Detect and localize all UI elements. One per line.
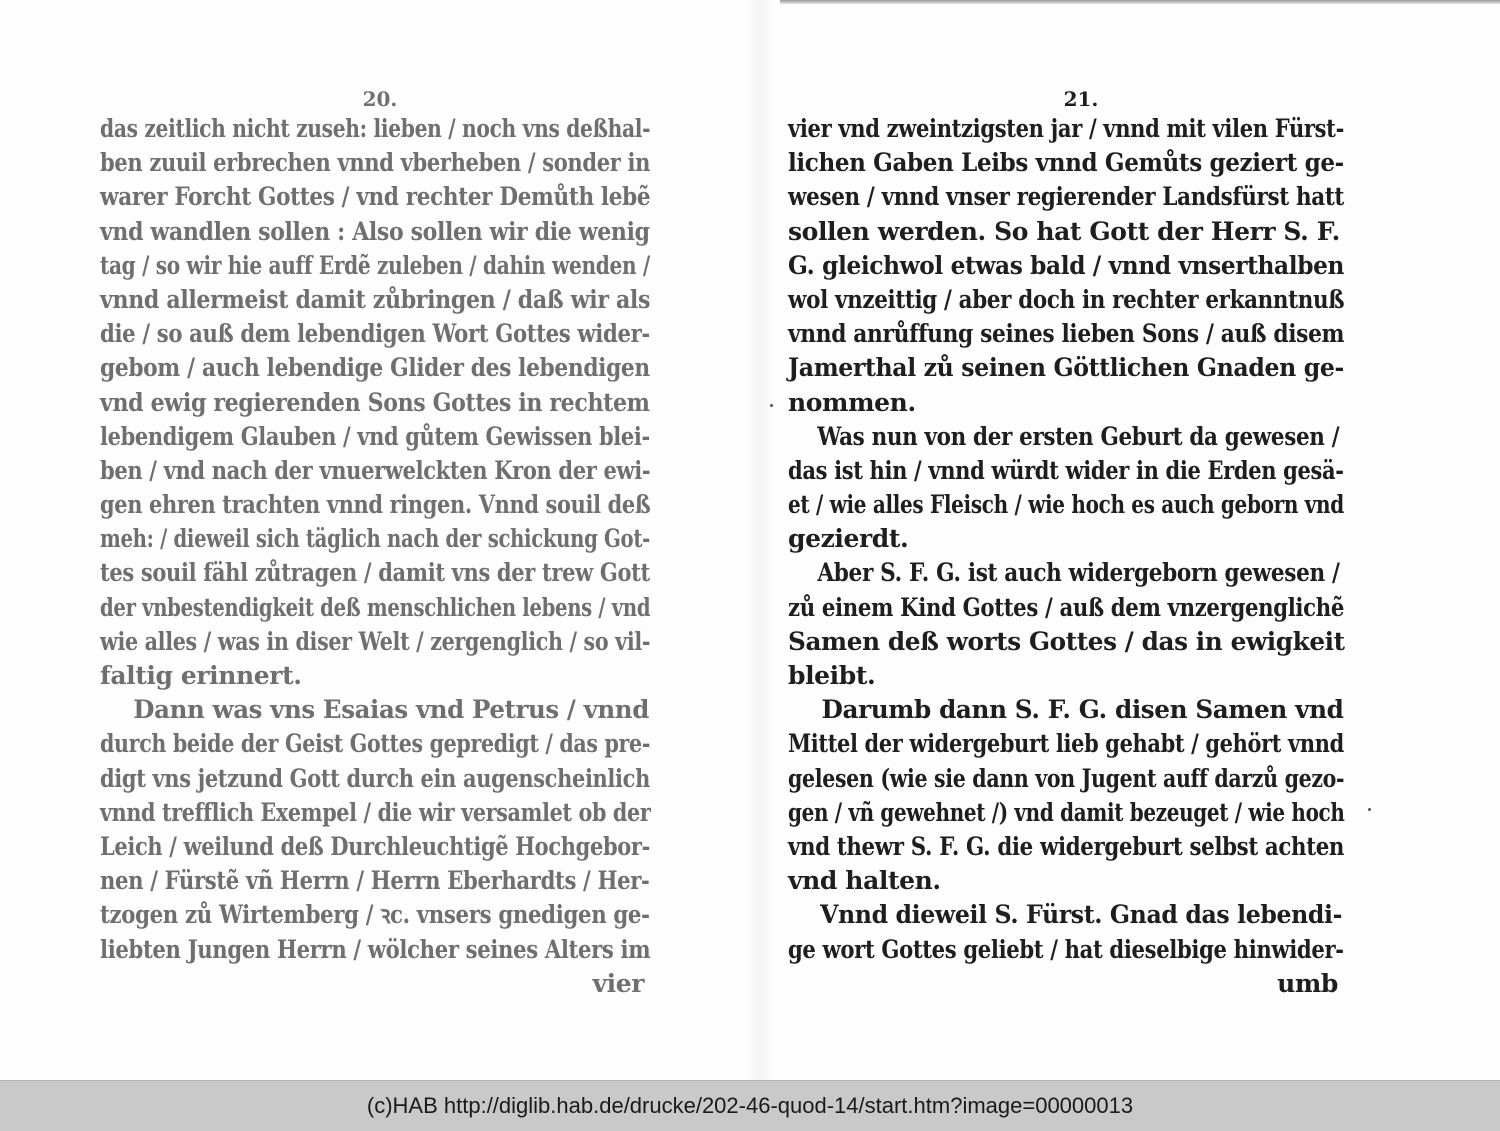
footer-url-text: (c)HAB http://diglib.hab.de/drucke/202-46-quod-14/start.htm?image=00000013 — [366, 1093, 1134, 1118]
text-line: der vnbestendigkeit deß menschlichen lebens / vnd — [100, 592, 651, 622]
text-line: das zeitlich nicht zuseh: lieben / noch vns deßhal- — [100, 114, 651, 143]
text-line: vnd ewig regierenden Sons Gottes in rechtem — [100, 387, 650, 417]
text-line: bleibt. — [788, 661, 876, 690]
catchword: umb — [1277, 968, 1338, 998]
text-line: warer Forcht Gottes / vnd rechter Demůth lebẽ — [100, 182, 651, 212]
text-line: tes souil fähl zůtragen / damit vns der trew Gott — [100, 558, 650, 588]
text-line: lebendigem Glauben / vnd gůtem Gewissen blei- — [100, 421, 650, 451]
text-line: ben / vnd nach der vnuerwelckten Kron der ewi- — [100, 455, 651, 485]
text-line: ge wort Gottes geliebt / hat dieselbige hinwider- — [788, 934, 1344, 964]
text-line: wesen / vnnd vnser regierender Landsfürst hatt — [788, 182, 1344, 212]
text-line: vnnd allermeist damit zůbringen / daß wir als — [100, 284, 651, 314]
book-gutter — [745, 0, 775, 1080]
text-line: vnd wandlen sollen : Also sollen wir die wenig — [100, 216, 650, 246]
text-line: sollen werden. So hat Gott der Herr S. F. — [788, 216, 1340, 246]
text-line: G. gleichwol etwas bald / vnnd vnserthalben — [788, 250, 1345, 280]
text-line: tag / so wir hie auff Erdẽ zuleben / dahin wenden / — [100, 250, 650, 280]
text-line: ben zuuil erbrechen vnnd vberheben / sonder in — [100, 148, 651, 178]
text-line: das ist hin / vnnd würdt wider in die Erden gesä- — [788, 455, 1344, 485]
text-line: Dann was vns Esaias vnd Petrus / vnnd — [133, 695, 649, 725]
text-line: Jamerthal zů seinen Göttlichen Gnaden ge- — [788, 353, 1344, 383]
text-line: meh: / dieweil sich täglich nach der schickung Got- — [100, 524, 650, 554]
text-line: die / so auß dem lebendigen Wort Gottes wider- — [100, 319, 650, 349]
text-line: vier vnd zweintzigsten jar / vnnd mit vilen Fürst- — [788, 114, 1344, 143]
text-line: gen / vñ gewehnet /) vnd damit bezeuget / wie hoch — [788, 797, 1345, 827]
text-line: vnnd trefflich Exempel / die wir versamlet ob der — [100, 797, 651, 827]
text-line: Aber S. F. G. ist auch widergeborn gewesen / — [817, 558, 1340, 588]
text-line: Samen deß worts Gottes / das in ewigkeit — [788, 626, 1345, 656]
text-line: vnd thewr S. F. G. die widergeburt selbst achten — [788, 831, 1345, 861]
text-block — [788, 112, 1344, 967]
text-line: Mittel der widergeburt lieb gehabt / gehört vnnd — [788, 729, 1344, 759]
text-line: lichen Gaben Leibs vnnd Gemůts geziert ge- — [788, 148, 1344, 178]
text-line: tzogen zů Wirtemberg / ꝛc. vnsers gnedigen ge- — [100, 900, 650, 930]
text-line: gen ehren trachten vnnd ringen. Vnnd souil deß — [100, 490, 651, 520]
text-line: Leich / weilund deß Durchleuchtigẽ Hochgebor- — [100, 831, 650, 861]
text-line: Vnnd dieweil S. Fürst. Gnad das lebendi- — [820, 900, 1343, 930]
text-line: gebom / auch lebendige Glider des lebendigen — [100, 353, 650, 383]
text-line: gelesen (wie sie dann von Jugent auff darzů gezo- — [788, 763, 1345, 793]
text-line: digt vns jetzund Gott durch ein augenscheinlich — [100, 763, 650, 793]
text-line: durch beide der Geist Gottes gepredigt / das pre- — [100, 729, 651, 759]
text-line: et / wie alles Fleisch / wie hoch es auch geborn vnd — [788, 490, 1344, 520]
text-line: nen / Fürstẽ vñ Herrn / Herrn Eberhardts / Her- — [100, 866, 650, 896]
left-page — [100, 86, 650, 1001]
text-line: zů einem Kind Gottes / auß dem vnzergenglichẽ — [788, 592, 1345, 622]
text-line: liebten Jungen Herrn / wölcher seines Alters im — [100, 934, 651, 964]
scan-speck — [1368, 808, 1371, 811]
right-page — [788, 86, 1344, 1001]
copyright-footer — [0, 1080, 1500, 1131]
scan-speck — [770, 404, 773, 407]
text-line: vnnd anrůffung seines lieben Sons / auß disem — [788, 319, 1345, 349]
text-line: gezierdt. — [788, 524, 909, 554]
catchword: vier — [592, 968, 644, 998]
page-edge-shadow — [780, 0, 1500, 4]
text-line: nommen. — [788, 387, 916, 417]
page-number: 21. — [1063, 87, 1099, 111]
text-line: wie alles / was in diser Welt / zergenglich / so vil- — [100, 626, 651, 656]
page-number: 20. — [362, 87, 398, 111]
text-line: wol vnzeittig / aber doch in rechter erkanntnuß — [788, 284, 1345, 314]
text-block — [100, 112, 650, 967]
text-line: vnd halten. — [788, 866, 941, 896]
text-line: Darumb dann S. F. G. disen Samen vnd — [821, 695, 1344, 725]
text-line: Was nun von der ersten Geburt da gewesen / — [817, 421, 1340, 451]
text-line: faltig erinnert. — [100, 661, 302, 690]
